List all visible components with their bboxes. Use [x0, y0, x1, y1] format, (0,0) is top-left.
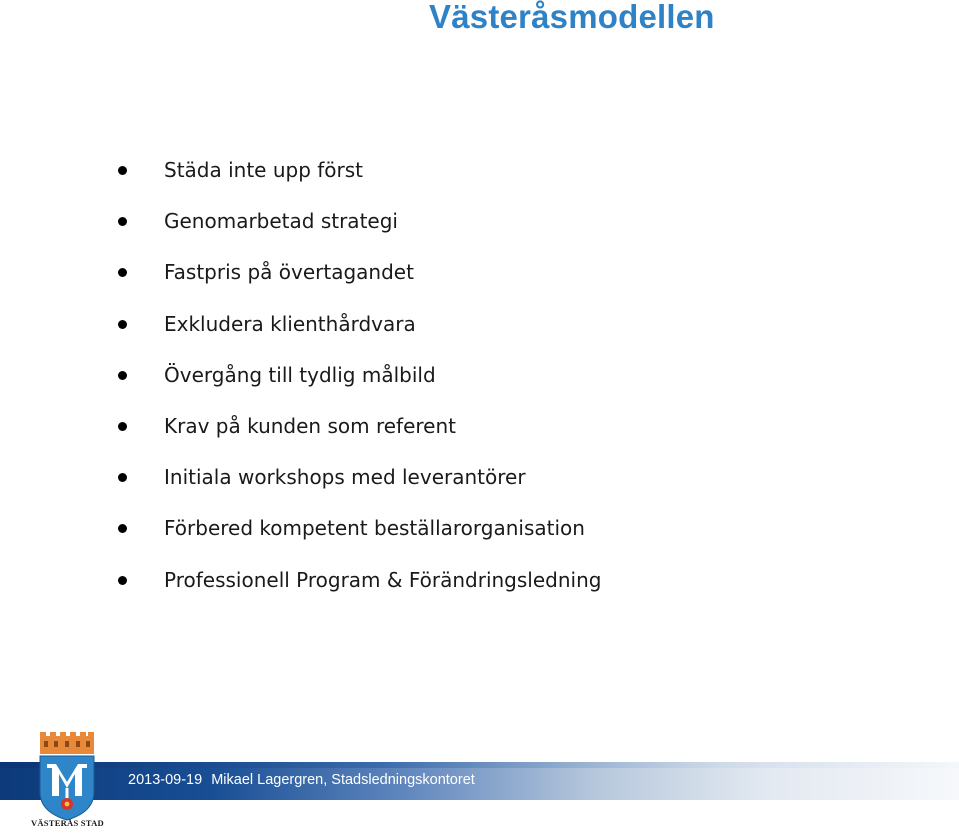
footer-author: Mikael Lagergren, Stadsledningskontoret: [211, 772, 475, 788]
bullet-text: Krav på kunden som referent: [164, 413, 456, 438]
logo-caption: VÄSTERÅS STAD: [31, 818, 104, 828]
bullet-dot-icon: [118, 576, 127, 585]
footer-date: 2013-09-19: [128, 772, 203, 788]
bullet-text: Fastpris på övertagandet: [164, 260, 414, 285]
bullet-text: Städa inte upp först: [164, 158, 364, 182]
bullet-text: Exkludera klienthårdvara: [164, 311, 416, 336]
bullet-text: Genomarbetad strategi: [164, 209, 398, 234]
bullet-text: Övergång till tydlig målbild: [164, 362, 436, 387]
bullet-dot-icon: [118, 371, 127, 380]
bullet-text: Förbered kompetent beställarorganisation: [164, 516, 585, 541]
bullet-dot-icon: [118, 524, 127, 533]
bullet-dot-icon: [118, 473, 127, 482]
bullet-dot-icon: [118, 166, 127, 175]
bullet-dot-icon: [118, 268, 127, 277]
bullet-dot-icon: [118, 217, 127, 226]
bullet-dot-icon: [118, 422, 127, 431]
footer-text: [128, 772, 480, 788]
slide-title: Västeråsmodellen: [429, 0, 715, 35]
bullet-dot-icon: [118, 320, 127, 329]
bullet-text: Initiala workshops med leverantörer: [164, 465, 526, 490]
bullet-text: Professionell Program & Förändringsledning: [164, 567, 602, 592]
